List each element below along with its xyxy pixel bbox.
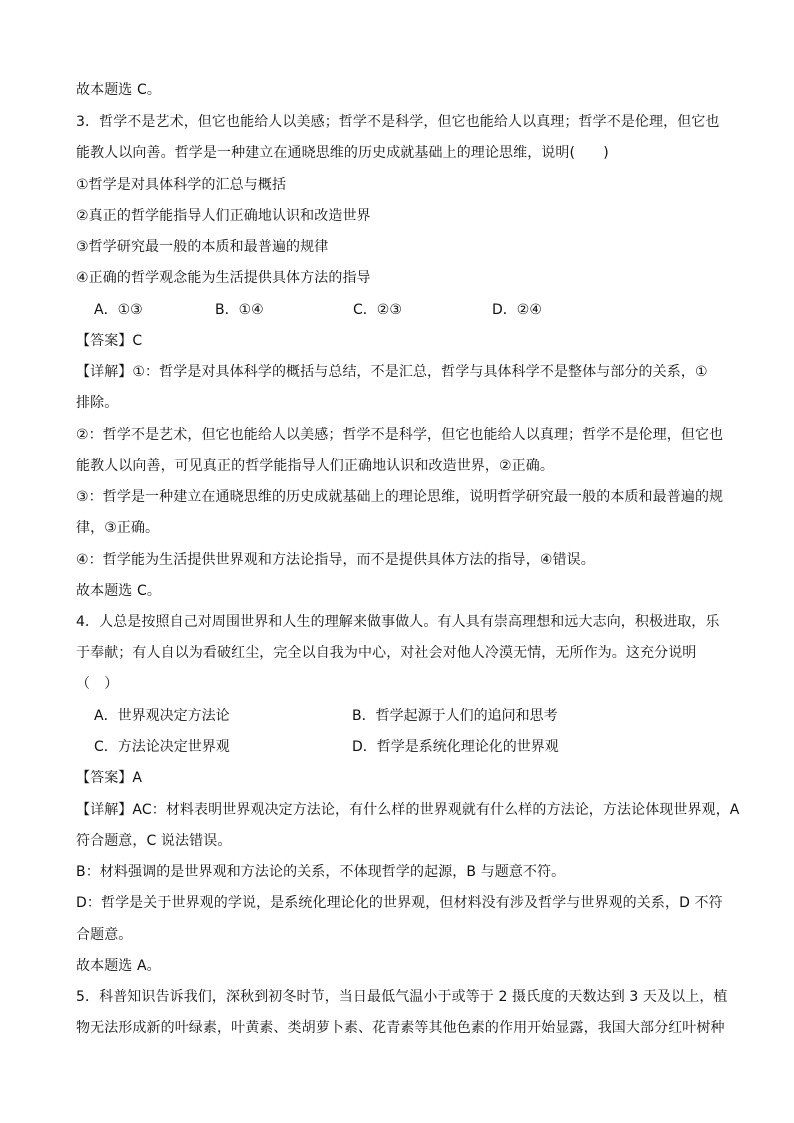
q4-detail-line5: 合题意。 [76,927,133,943]
q4-detail-line3: B：材料强调的是世界观和方法论的关系，不体现哲学的起源，B 与题意不符。 [76,864,566,880]
q3-detail-line5: ③：哲学是一种建立在通晓思维的历史成就基础上的理论思维，说明哲学研究最一般的本质和最普遍的规 [76,489,724,505]
q3-option-d: D．②④ [492,302,542,318]
q4-stem-line1: 4．人总是按照自己对周围世界和人生的理解来做事做人。有人具有崇高理想和远大志向，积极进取，乐 [76,614,720,630]
q3-option-a: A．①③ [94,302,143,318]
q3-statement-2: ②真正的哲学能指导人们正确地认识和改造世界 [76,208,371,224]
q3-option-c: C．②③ [353,302,402,318]
q3-stem-line2: 能教人以向善。哲学是一种建立在通晓思维的历史成就基础上的理论思维，说明( ) [76,145,609,161]
q4-stem-line3: （ ） [76,676,119,692]
q4-option-d: D．哲学是系统化理论化的世界观 [352,739,559,755]
q3-stem-line1: 3．哲学不是艺术，但它也能给人以美感；哲学不是科学，但它也能给人以真理；哲学不是伦理，但它也 [76,114,720,130]
q4-option-b: B．哲学起源于人们的追问和思考 [352,708,558,724]
q4-conclusion: 故本题选 A。 [76,958,161,974]
q3-conclusion: 故本题选 C。 [76,583,161,599]
q4-detail-line2: 符合题意，C 说法错误。 [76,833,232,849]
q3-statement-4: ④正确的哲学观念能为生活提供具体方法的指导 [76,270,371,286]
q4-detail-line4: D：哲学是关于世界观的学说，是系统化理论化的世界观，但材料没有涉及哲学与世界观的关系，D 不符 [76,895,723,911]
q5-stem-line1: 5．科普知识告诉我们，深秋到初冬时节，当日最低气温小于或等于 2 摄氏度的天数达到 3 天及以上，植 [76,989,728,1005]
q4-answer: 【答案】A [76,770,143,786]
q3-statement-1: ①哲学是对具体科学的汇总与概括 [76,177,287,193]
q3-answer: 【答案】C [76,333,143,349]
q3-statement-3: ③哲学研究最一般的本质和最普遍的规律 [76,239,329,255]
q3-detail-line4: 能教人以向善，可见真正的哲学能指导人们正确地认识和改造世界，②正确。 [76,458,554,474]
q4-option-a: A．世界观决定方法论 [94,708,230,724]
q3-detail-line3: ②：哲学不是艺术，但它也能给人以美感；哲学不是科学，但它也能给人以真理；哲学不是伦理，但它也 [76,427,724,443]
q4-detail-line1: 【详解】AC：材料表明世界观决定方法论，有什么样的世界观就有什么样的方法论，方法论体现世界观，A [76,802,740,818]
q5-stem-line2: 物无法形成新的叶绿素，叶黄素、类胡萝卜素、花青素等其他色素的作用开始显露，我国大部分红叶树种 [76,1020,725,1036]
q3-detail-line1: 【详解】①：哲学是对具体科学的概括与总结，不是汇总，哲学与具体科学不是整体与部分的关系，① [76,364,708,380]
q3-detail-line6: 律，③正确。 [76,520,160,536]
q3-detail-line7: ④：哲学能为生活提供世界观和方法论指导，而不是提供具体方法的指导，④错误。 [76,552,595,568]
q3-option-b: B．①④ [215,302,264,318]
q4-option-c: C．方法论决定世界观 [94,739,230,755]
q4-stem-line2: 于奉献；有人自以为看破红尘，完全以自我为中心，对社会对他人冷漠无情，无所作为。这充分说明 [76,645,697,661]
q3-detail-line2: 排除。 [76,395,119,411]
q2-conclusion: 故本题选 C。 [76,82,161,98]
